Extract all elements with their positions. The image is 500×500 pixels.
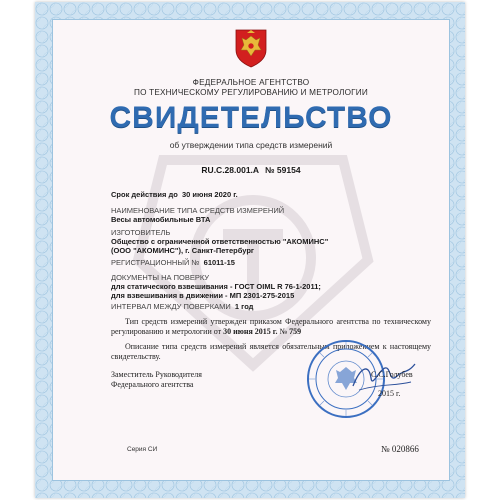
docs-value-line-1: для статического взвешивания - ГОСТ OIML R 76-1-2011; xyxy=(111,282,321,291)
validity-row xyxy=(111,190,238,199)
agency-name xyxy=(53,78,449,98)
number-sign: № xyxy=(265,165,275,175)
regnum-label: РЕГИСТРАЦИОННЫЙ № xyxy=(111,258,200,267)
maker-block xyxy=(111,228,328,255)
certificate-body xyxy=(52,19,450,481)
type-block xyxy=(111,206,284,224)
serial-number-sign: № xyxy=(381,444,390,454)
type-label: НАИМЕНОВАНИЕ ТИПА СРЕДСТВ ИЗМЕРЕНИЙ xyxy=(111,206,285,215)
approval-number-sign: № xyxy=(279,327,288,336)
approval-number: 759 xyxy=(289,327,302,336)
interval-row xyxy=(111,302,253,311)
docs-block xyxy=(111,273,321,300)
validity-value: 30 июня 2020 г. xyxy=(182,190,238,199)
certificate-sheet xyxy=(35,2,465,498)
interval-label: ИНТЕРВАЛ МЕЖДУ ПОВЕРКАМИ xyxy=(111,302,231,311)
certificate-number xyxy=(53,165,449,175)
type-value: Весы автомобильные ВТА xyxy=(111,215,211,224)
signature-date: 2015 г. xyxy=(378,389,401,398)
maker-label: ИЗГОТОВИТЕЛЬ xyxy=(111,228,171,237)
position-line-1: Заместитель Руководителя xyxy=(111,370,202,379)
coat-of-arms-icon xyxy=(233,28,269,68)
form-series: Серия СИ xyxy=(127,446,158,453)
interval-value: 1 год xyxy=(234,302,254,311)
certificate-subtitle: об утверждении типа средств измерений xyxy=(169,140,333,150)
validity-label: Срок действия до xyxy=(111,190,178,199)
signatory-position xyxy=(111,370,202,390)
maker-value-line-2: (ООО "АКОМИНС"), г. Санкт-Петербург xyxy=(111,246,255,255)
serial-number-value: 020866 xyxy=(391,444,419,454)
certificate-number-value: 59154 xyxy=(276,165,301,175)
position-line-2: Федерального агентства xyxy=(111,380,194,389)
regnum-value: 61011-15 xyxy=(203,258,235,267)
certificate-code: RU.C.28.001.A xyxy=(201,165,260,175)
certificate-title: СВИДЕТЕЛЬСТВО xyxy=(109,101,393,134)
signatory-name: С.С.Голубев xyxy=(371,370,413,379)
approval-paragraph xyxy=(111,317,431,337)
regnum-row xyxy=(111,258,235,267)
docs-value-line-2: для взвешивания в движении - МП 2301-275-2015 xyxy=(111,291,295,300)
agency-line-1: ФЕДЕРАЛЬНОЕ АГЕНТСТВО xyxy=(192,78,310,87)
description-paragraph: Описание типа средств измерений является обязательным приложением к настоящему свидетельству. xyxy=(111,342,431,361)
agency-line-2: ПО ТЕХНИЧЕСКОМУ РЕГУЛИРОВАНИЮ И МЕТРОЛОГИИ xyxy=(134,88,368,97)
maker-value-line-1: Общество с ограниченной ответственностью "АКОМИНС" xyxy=(111,237,329,246)
docs-label: ДОКУМЕНТЫ НА ПОВЕРКУ xyxy=(111,273,210,282)
approval-text: Тип средств измерений утвержден приказом Федерального агентства по техническому регулированию и метрологии от xyxy=(111,317,431,336)
form-serial-number xyxy=(381,444,419,454)
approval-date: 30 июня 2015 г. xyxy=(223,327,278,336)
